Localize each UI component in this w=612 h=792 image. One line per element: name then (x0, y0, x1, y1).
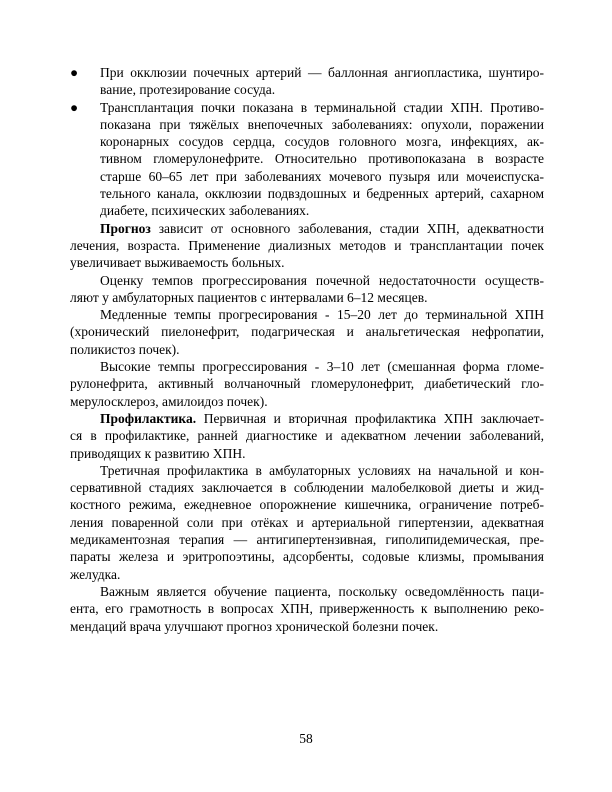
text-line (70, 220, 544, 237)
text-line: Медленные темпы прогресирования - 15–20 лет до терминальной ХПН (100, 307, 544, 323)
text-line: медикаментозная терапия — антигипертензивная, гиполипидемическая, пре- (70, 532, 544, 548)
text-line (70, 410, 544, 427)
text-line: ления поваренной соли при отёках и артериальной гипертензии, адекватная (70, 514, 544, 530)
text-line: рулонефрита, активный волчаночный гломерулонефрит, диабетический гло- (70, 376, 544, 392)
text-line: Оценку темпов прогрессирования почечной недостаточности осуществ- (100, 272, 544, 288)
text-line: Важным является обучение пациента, поскольку осведомлённость паци- (100, 583, 544, 599)
text-line: ента, его грамотность в вопросах ХПН, приверженность к выполнению реко- (70, 601, 544, 617)
page-body (70, 64, 544, 635)
text-line: Трансплантация почки показана в терминальной стадии ХПН. Противо- (100, 99, 544, 115)
paragraph-assessment (70, 272, 544, 307)
text-line: желудка. (70, 566, 121, 582)
text-line: коронарных сосудов сердца, сосудов головного мозга, инфекциях, ак- (100, 134, 544, 150)
text-line: поликистоз почек). (70, 341, 180, 357)
paragraph-patient-education (70, 583, 544, 635)
text-line: При окклюзии почечных артерий — баллонная ангиопластика, шунтиро- (100, 65, 544, 80)
text-line: диабете, психических заболеваниях. (100, 203, 310, 219)
paragraph-prognosis (70, 220, 544, 272)
bullet-item-kidney-transplant (70, 99, 544, 220)
text-line: костного режима, ежедневное опорожнение кишечника, ограничение потреб- (70, 497, 544, 513)
page-number: 58 (299, 731, 313, 746)
text-line: увеличивает выживаемость больных. (70, 255, 285, 271)
text-line: ся в профилактике, ранней диагностике и адекватном лечении заболеваний, (70, 428, 544, 444)
text-line: старше 60–65 лет при заболеваниях мочевого пузыря или мочеиспуска- (100, 168, 544, 184)
paragraph-heading: Профилактика. (100, 410, 197, 426)
text-line: мерулосклероз, амилоидоз почек). (70, 393, 268, 409)
text-line: тивном гломерулонефрите. Относительно противопоказана в возрасте (100, 151, 544, 167)
paragraph-tertiary-prevention (70, 462, 544, 583)
text-line: тельного канала, окклюзии подвздошных и бедренных артерий, сахарном (100, 186, 544, 202)
text-line: лечения, возраста. Применение диализных методов и трансплантации почек (70, 237, 544, 253)
text-line: вание, протезирование сосуда. (100, 82, 276, 98)
text-line: показана при тяжёлых внепочечных заболеваниях: опухоли, поражении (100, 116, 544, 132)
text-line: мендаций врача улучшают прогноз хронической болезни почек. (70, 618, 439, 634)
text-line: сервативной стадиях заключается в соблюдении малобелковой диеты и жид- (70, 480, 544, 496)
text-line: приводящих к развитию ХПН. (70, 445, 246, 461)
paragraph-heading: Прогноз (100, 220, 151, 236)
text-run: зависит от основного заболевания, стадии ХПН, адекватности (150, 220, 544, 236)
text-line: ляют у амбулаторных пациентов с интервалами 6–12 месяцев. (70, 289, 428, 305)
text-line: Высокие темпы прогрессирования - 3–10 лет (смешанная форма гломе- (100, 359, 544, 375)
paragraph-fast-progression (70, 358, 544, 410)
bullet-marker: ● (70, 99, 79, 115)
text-line: Третичная профилактика в амбулаторных условиях на начальной и кон- (100, 462, 544, 478)
text-line: параты железа и эритропоэтины, адсорбенты, содовые клизмы, промывания (70, 549, 544, 565)
text-line: (хронический пиелонефрит, подагрическая и анальгетическая нефропатии, (70, 324, 544, 340)
paragraph-slow-progression (70, 306, 544, 358)
bullet-marker: ● (70, 65, 79, 80)
paragraph-prevention (70, 410, 544, 462)
bullet-item-arterial-occlusion (70, 64, 544, 99)
text-run: Первичная и вторичная профилактика ХПН заключает- (196, 410, 544, 426)
